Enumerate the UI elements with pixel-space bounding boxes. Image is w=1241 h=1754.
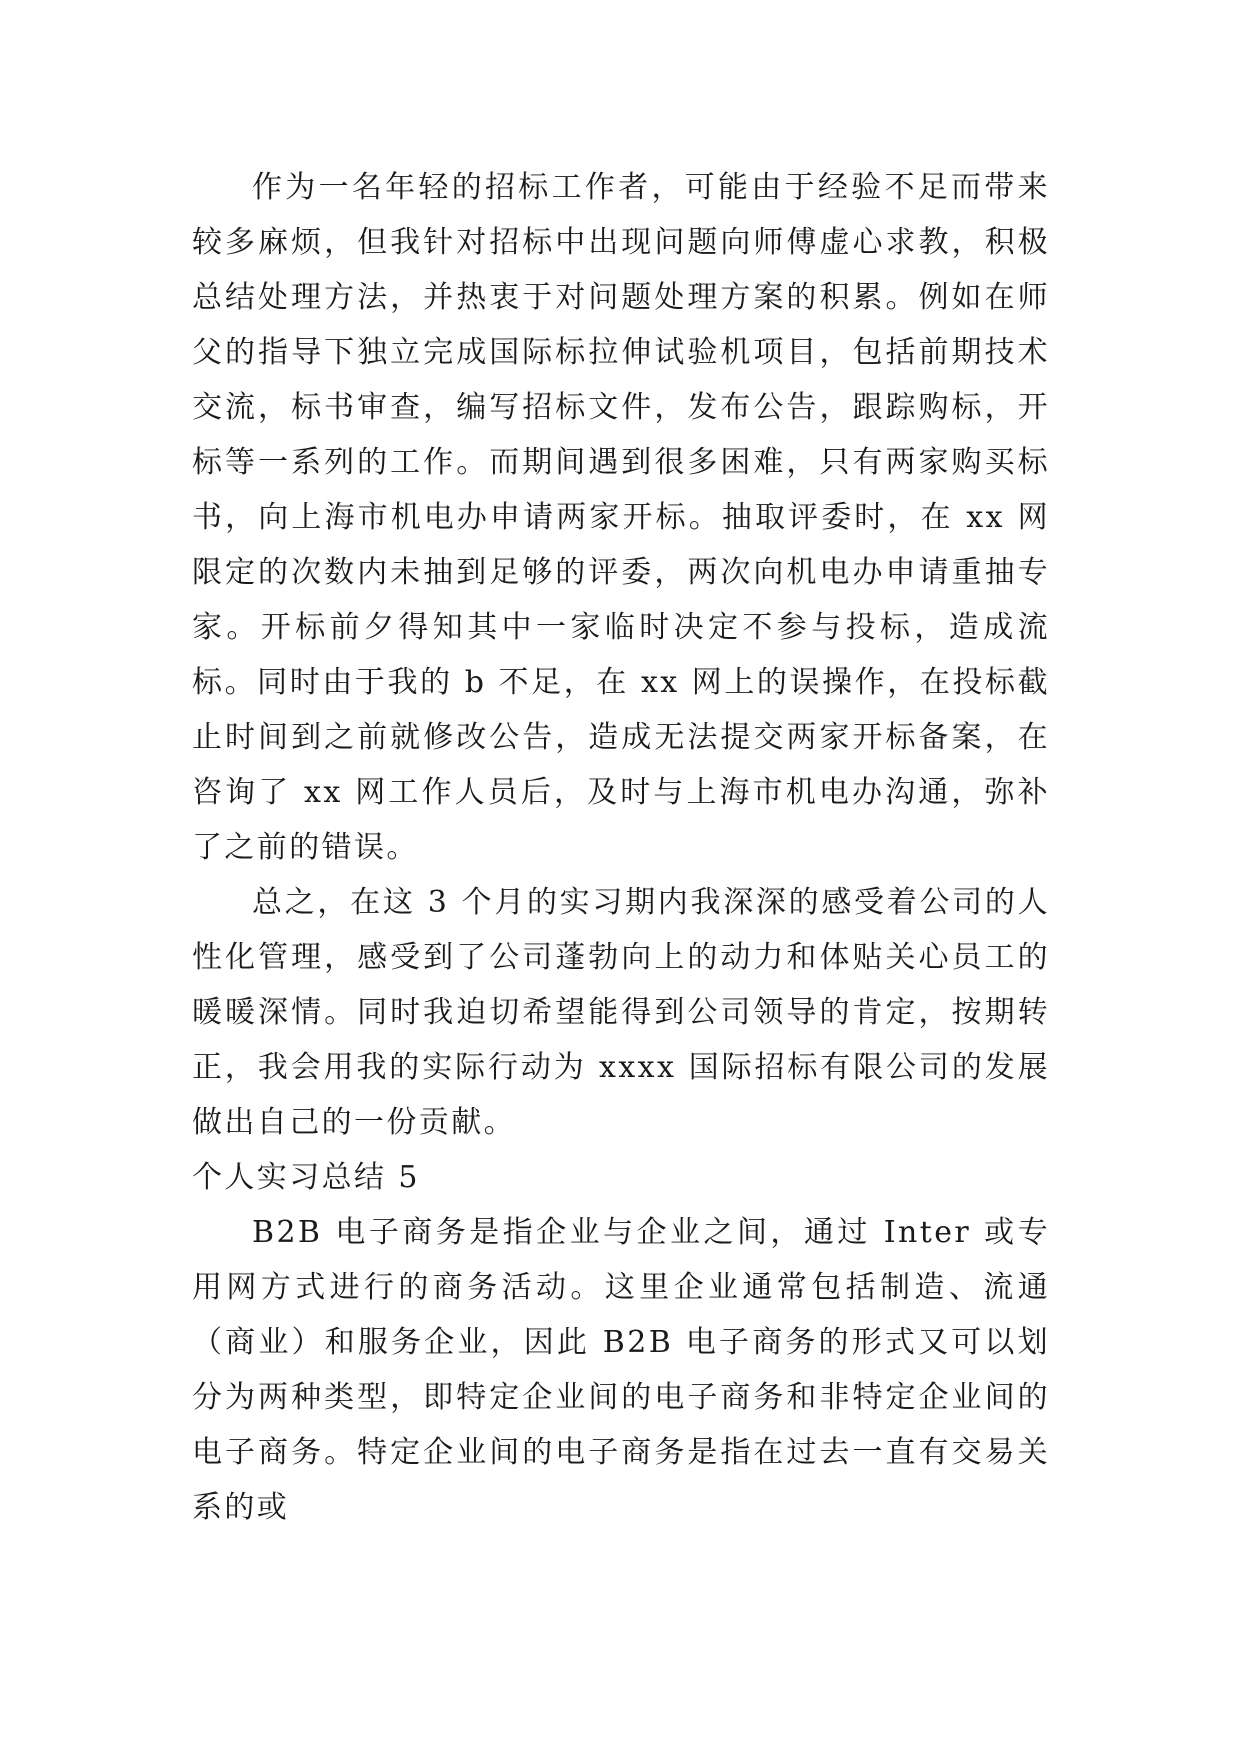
body-paragraph: 总之，在这 3 个月的实习期内我深深的感受着公司的人性化管理，感受到了公司蓬勃向上的动力和体贴关心员工的暖暖深情。同时我迫切希望能得到公司领导的肯定，按期转正，我会用我的实际行动为 xxxx 国际招标有限公司的发展做出自己的一份贡献。 bbox=[192, 885, 1050, 1140]
body-paragraph: 作为一名年轻的招标工作者，可能由于经验不足而带来较多麻烦，但我针对招标中出现问题向师傅虚心求教，积极总结处理方法，并热衷于对问题处理方案的积累。例如在师父的指导下独立完成国际标拉伸试验机项目，包括前期技术交流，标书审查，编写招标文件，发布公告，跟踪购标，开标等一系列的工作。而期间遇到很多困难，只有两家购买标书，向上海市机电办申请两家开标。抽取评委时，在 xx 网限定的次数内未抽到足够的评委，两次向机电办申请重抽专家。开标前夕得知其中一家临时决定不参与投标，造成流标。同时由于我的 b 不足，在 xx 网上的误操作，在投标截止时间到之前就修改公告，造成无法提交两家开标备案，在咨询了 xx 网工作人员后，及时与上海市机电办沟通，弥补了之前的错误。 bbox=[192, 170, 1050, 865]
section-heading: 个人实习总结 5 bbox=[192, 1160, 420, 1195]
document-body bbox=[192, 160, 1050, 1535]
body-paragraph: B2B 电子商务是指企业与企业之间，通过 Inter 或专用网方式进行的商务活动。这里企业通常包括制造、流通（商业）和服务企业，因此 B2B 电子商务的形式又可以划分为两种类型，即特定企业间的电子商务和非特定企业间的电子商务。特定企业间的电子商务是指在过去一直有交易关系的或 bbox=[192, 1215, 1050, 1525]
